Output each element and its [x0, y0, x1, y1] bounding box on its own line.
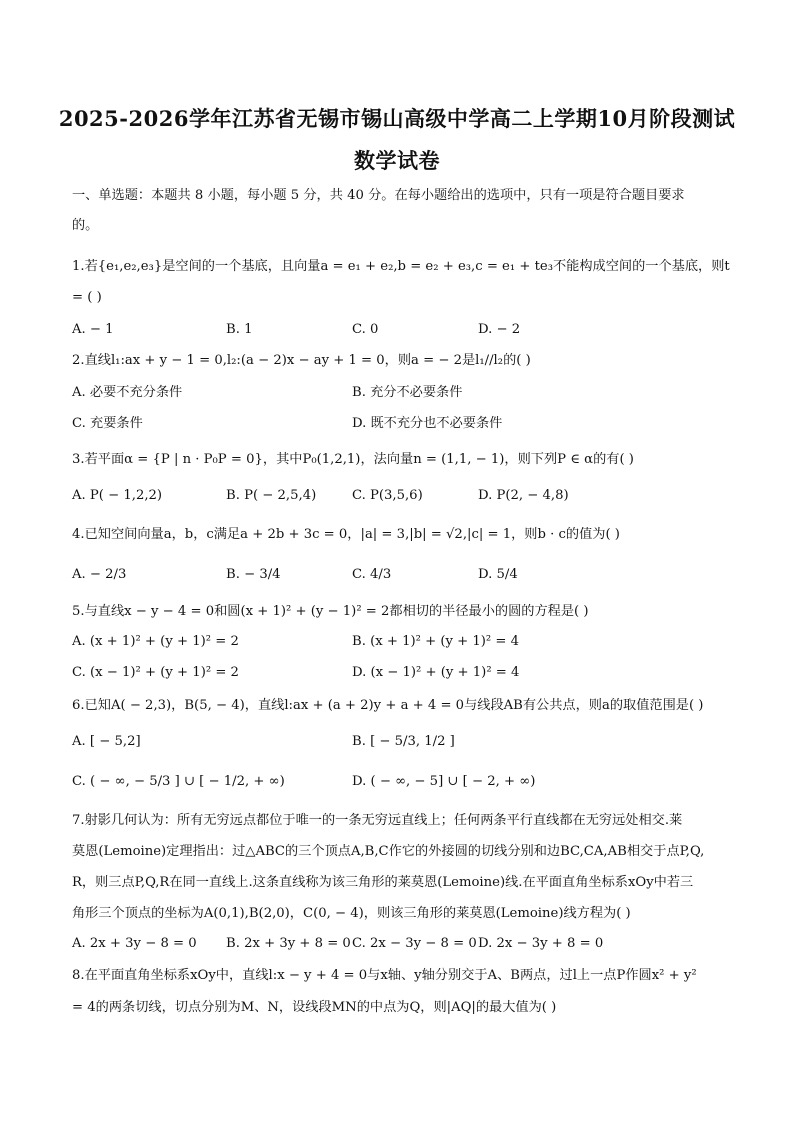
question-1-option-d: D. − 2 [478, 322, 521, 337]
question-8-stem: 8.在平面直角坐标系xOy中，直线l:x − y + 4 = 0与x轴、y轴分别交于A、B两点，过l上一点P作圆x² + y² [72, 968, 697, 983]
question-5-option-c: C. (x − 1)² + (y + 1)² = 2 [72, 665, 239, 680]
question-2-option-d: D. 既不充分也不必要条件 [352, 416, 503, 431]
question-2-option-b: B. 充分不必要条件 [352, 385, 463, 400]
section-heading-continued: 的。 [72, 218, 99, 233]
question-6-option-c: C. ( − ∞, − 5/3 ] ∪ [ − 1/2, + ∞) [72, 774, 285, 789]
question-6-option-d: D. ( − ∞, − 5] ∪ [ − 2, + ∞) [352, 774, 536, 789]
question-1-stem-cont: = ( ) [72, 290, 102, 305]
question-1-stem: 1.若{e₁,e₂,e₃}是空间的一个基底，且向量a = e₁ + e₂,b = e₂ + e₃,c = e₁ + te₃不能构成空间的一个基底，则t [72, 259, 730, 274]
question-5-stem: 5.与直线x − y − 4 = 0和圆(x + 1)² + (y − 1)² = 2都相切的半径最小的圆的方程是( ) [72, 604, 589, 619]
question-4-option-d: D. 5/4 [478, 567, 518, 582]
question-6-option-a: A. [ − 5,2] [72, 734, 141, 749]
question-1-option-a: A. − 1 [72, 322, 114, 337]
question-3-option-d: D. P(2, − 4,8) [478, 488, 569, 503]
question-7-option-b: B. 2x + 3y + 8 = 0 [226, 936, 351, 951]
question-3-option-c: C. P(3,5,6) [352, 488, 423, 503]
question-4-stem: 4.已知空间向量a，b，c满足a + 2b + 3c = 0，|a| = 3,|b| = √2,|c| = 1，则b · c的值为( ) [72, 527, 620, 542]
question-1-option-b: B. 1 [226, 322, 253, 337]
question-7-stem: 7.射影几何认为：所有无穷远点都位于唯一的一条无穷远直线上；任何两条平行直线都在无穷远处相交.莱 [72, 813, 683, 828]
section-heading: 一、单选题：本题共 8 小题，每小题 5 分，共 40 分。在每小题给出的选项中，只有一项是符合题目要求 [72, 188, 685, 203]
question-1-option-c: C. 0 [352, 322, 379, 337]
question-6-stem: 6.已知A( − 2,3)，B(5, − 4)，直线l:ax + (a + 2)y + a + 4 = 0与线段AB有公共点，则a的取值范围是( ) [72, 698, 704, 713]
question-8-stem-cont: = 4的两条切线，切点分别为M、N，设线段MN的中点为Q，则|AQ|的最大值为( ) [72, 1000, 557, 1015]
question-7-option-c: C. 2x − 3y − 8 = 0 [352, 936, 477, 951]
question-7-stem-cont-1: 莫恩(Lemoine)定理指出：过△ABC的三个顶点A,B,C作它的外接圆的切线分别和边BC,CA,AB相交于点P,Q, [72, 844, 705, 859]
question-3-option-a: A. P( − 1,2,2) [72, 488, 163, 503]
question-2-option-a: A. 必要不充分条件 [72, 385, 183, 400]
question-5-option-b: B. (x + 1)² + (y + 1)² = 4 [352, 634, 520, 649]
question-4-option-b: B. − 3/4 [226, 567, 281, 582]
question-7-option-d: D. 2x − 3y + 8 = 0 [478, 936, 604, 951]
question-3-option-b: B. P( − 2,5,4) [226, 488, 317, 503]
question-3-stem: 3.若平面α = {P | n · P₀P = 0}，其中P₀(1,2,1)，法向量n = (1,1, − 1)，则下列P ∈ α的有( ) [72, 452, 634, 467]
exam-subtitle: 数学试卷 [354, 148, 440, 173]
question-6-option-b: B. [ − 5/3, 1/2 ] [352, 734, 455, 749]
exam-title: 2025-2026学年江苏省无锡市锡山高级中学高二上学期10月阶段测试 [58, 106, 736, 131]
question-5-option-a: A. (x + 1)² + (y + 1)² = 2 [72, 634, 239, 649]
question-7-option-a: A. 2x + 3y − 8 = 0 [72, 936, 197, 951]
question-4-option-a: A. − 2/3 [72, 567, 127, 582]
question-2-stem: 2.直线l₁:ax + y − 1 = 0,l₂:(a − 2)x − ay + 1 = 0，则a = − 2是l₁//l₂的( ) [72, 353, 531, 368]
question-7-stem-cont-2: R，则三点P,Q,R在同一直线上.这条直线称为该三角形的莱莫恩(Lemoine)线.在平面直角坐标系xOy中若三 [72, 875, 694, 890]
question-5-option-d: D. (x − 1)² + (y + 1)² = 4 [352, 665, 520, 680]
question-4-option-c: C. 4/3 [352, 567, 392, 582]
question-2-option-c: C. 充要条件 [72, 416, 143, 431]
question-7-stem-cont-3: 角形三个顶点的坐标为A(0,1),B(2,0)，C(0, − 4)，则该三角形的莱莫恩(Lemoine)线方程为( ) [72, 906, 631, 921]
